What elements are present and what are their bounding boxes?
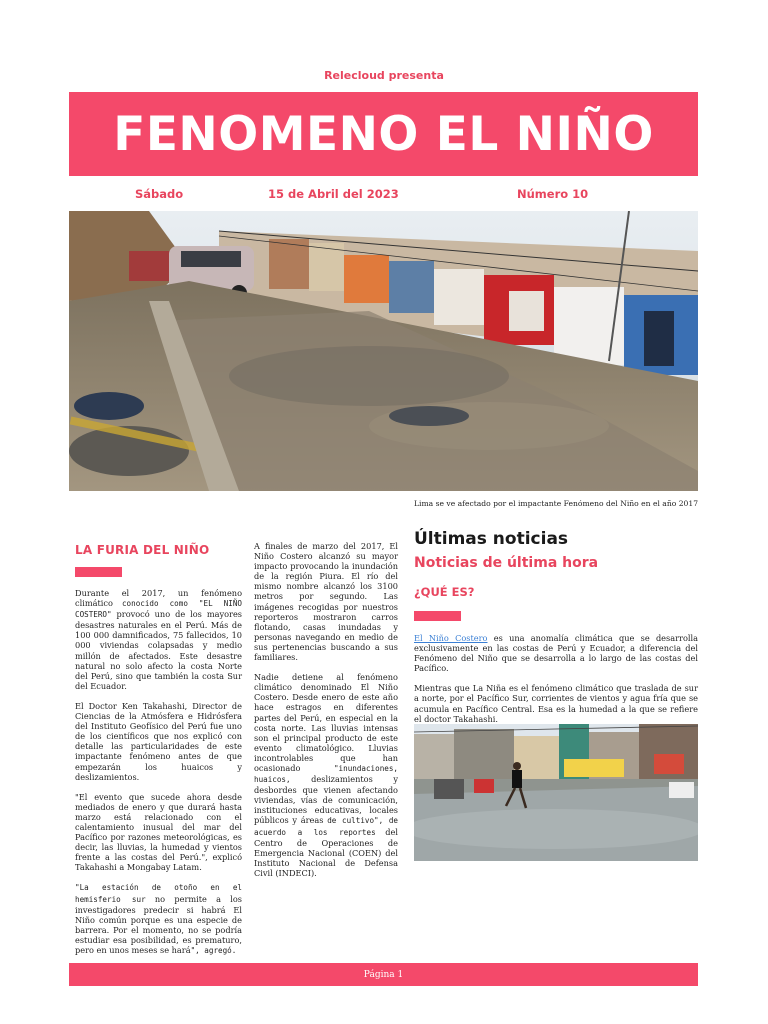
paragraph [75,882,242,956]
text-run: Nadie detiene al fenómeno climático denominado El Niño Costero. Desde enero de este año hace estragos en diferentes partes del Perú, en especial en la costa norte. Las lluvias intensas son el principal producto de este evento climatológico. Lluvias incontrolables que han ocasionado [254,672,398,773]
text-run: provocó uno de los mayores desastres naturales en el Perú. Más de 100 000 damnificados, 75 fallecidos, 10 000 viviendas colapsadas y medio millón de afectados. Este desastre natural no solo afecto la costa Norte del Perú, sino que también la costa Sur del Ecuador. [75,609,242,691]
photo-caption: Lima se ve afectado por el impactante Fenómeno del Niño en el año 2017 [414,499,699,508]
text-run: del Centro de Operaciones de Emergencia Nacional (COEN) del Instituto Nacional de Defensa Civil (INDECI). [254,826,398,878]
text-run: es una anomalía climática que se desarrolla exclusivamente en las costas de Perú y Ecuador, a diferencia del Fenómeno del Niño que se desarrolla a lo largo de las costas del Pacífico. [414,633,698,674]
article-column-3 [414,633,698,734]
paragraph: El Doctor Ken Takahashi, Director de Ciencias de la Atmósfera e Hidrósfera del Instituto Geofísico del Perú fue uno de los científicos que nos explicó con detalle las particularidades de este impactante fenómeno antes de que empezarán los huaicos y deslizamientos. [75,700,242,782]
newspaper-title: FENOMENO EL NIÑO [113,106,654,162]
paragraph: "El evento que sucede ahora desde mediados de enero y que durará hasta marzo está relacionado con el calentamiento inusual del mar del Pacífico por razones meteorológicas, es decir, las lluvias, la humedad y vientos frente a las costas del Perú.", explicó Takahashi a Mongabay Latam. [75,791,242,873]
page-number: Página 1 [363,969,404,980]
accent-bar [414,611,461,621]
article-column-1 [75,588,242,966]
quoted-text: de cultivo", de acuerdo a los reportes [254,816,398,837]
flooded-street-photo [69,211,698,491]
quote-start: "La estación de otoño en el hemisferio sur [75,883,242,904]
accent-bar [75,567,122,577]
quoted-text: "inundaciones, huaicos, [254,763,398,785]
flooded-town-photo [414,724,698,861]
paragraph [75,588,242,691]
text-run: Durante el 2017, un fenómeno climático [75,588,242,609]
what-is-heading: ¿QUÉ ES? [414,585,475,599]
paragraph [254,672,398,878]
title-banner [69,92,698,176]
page-footer [69,963,698,986]
paragraph: A finales de marzo del 2017, El Niño Costero alcanzó su mayor impacto provocando la inundación de la región Piura. El río del mismo nombre alcanzó los 3100 metros por segundo. Las imágenes recogidas por nuestros reporteros mostraron carros flotando, casas inundadas y personas navegando en medio de sus pertenencias buscando a sus familiares. [254,541,398,663]
paragraph [414,633,698,673]
paragraph: Mientras que La Niña es el fenómeno climático que traslada de sur a norte, por el Pacífico Sur, corrientes de vientos y agua fría que se acumula en Pacífico Central. Esa es la humedad a la que se refiere el doctor Takahashi. [414,683,698,724]
el-nino-costero-link[interactable]: El Niño Costero [414,633,488,643]
issue-number: Número 10 [517,187,589,201]
issue-date: 15 de Abril del 2023 [268,187,399,201]
text-run: deslizamientos y desbordes que vienen afectando viviendas, vías de comunicación, instituciones educativas, locales públicos y áreas [254,774,398,826]
latest-news-heading: Últimas noticias [414,529,569,549]
presenter-line: Relecloud presenta [324,69,444,82]
issue-day: Sábado [135,187,184,201]
breaking-news-subheading: Noticias de última hora [414,555,599,571]
quote-end: ", agregó. [190,946,237,955]
article-title: LA FURIA DEL NIÑO [75,543,210,557]
article-column-2 [254,541,398,888]
quoted-name: conocido como "EL NIÑO COSTERO" [75,599,242,620]
text-run: no permite a los investigadores predecir si habrá El Niño común porque es una especie de barrera. Por el momento, no se podría estudiar esa posibilidad, es prematuro, pero en unos meses se hará [75,893,242,955]
